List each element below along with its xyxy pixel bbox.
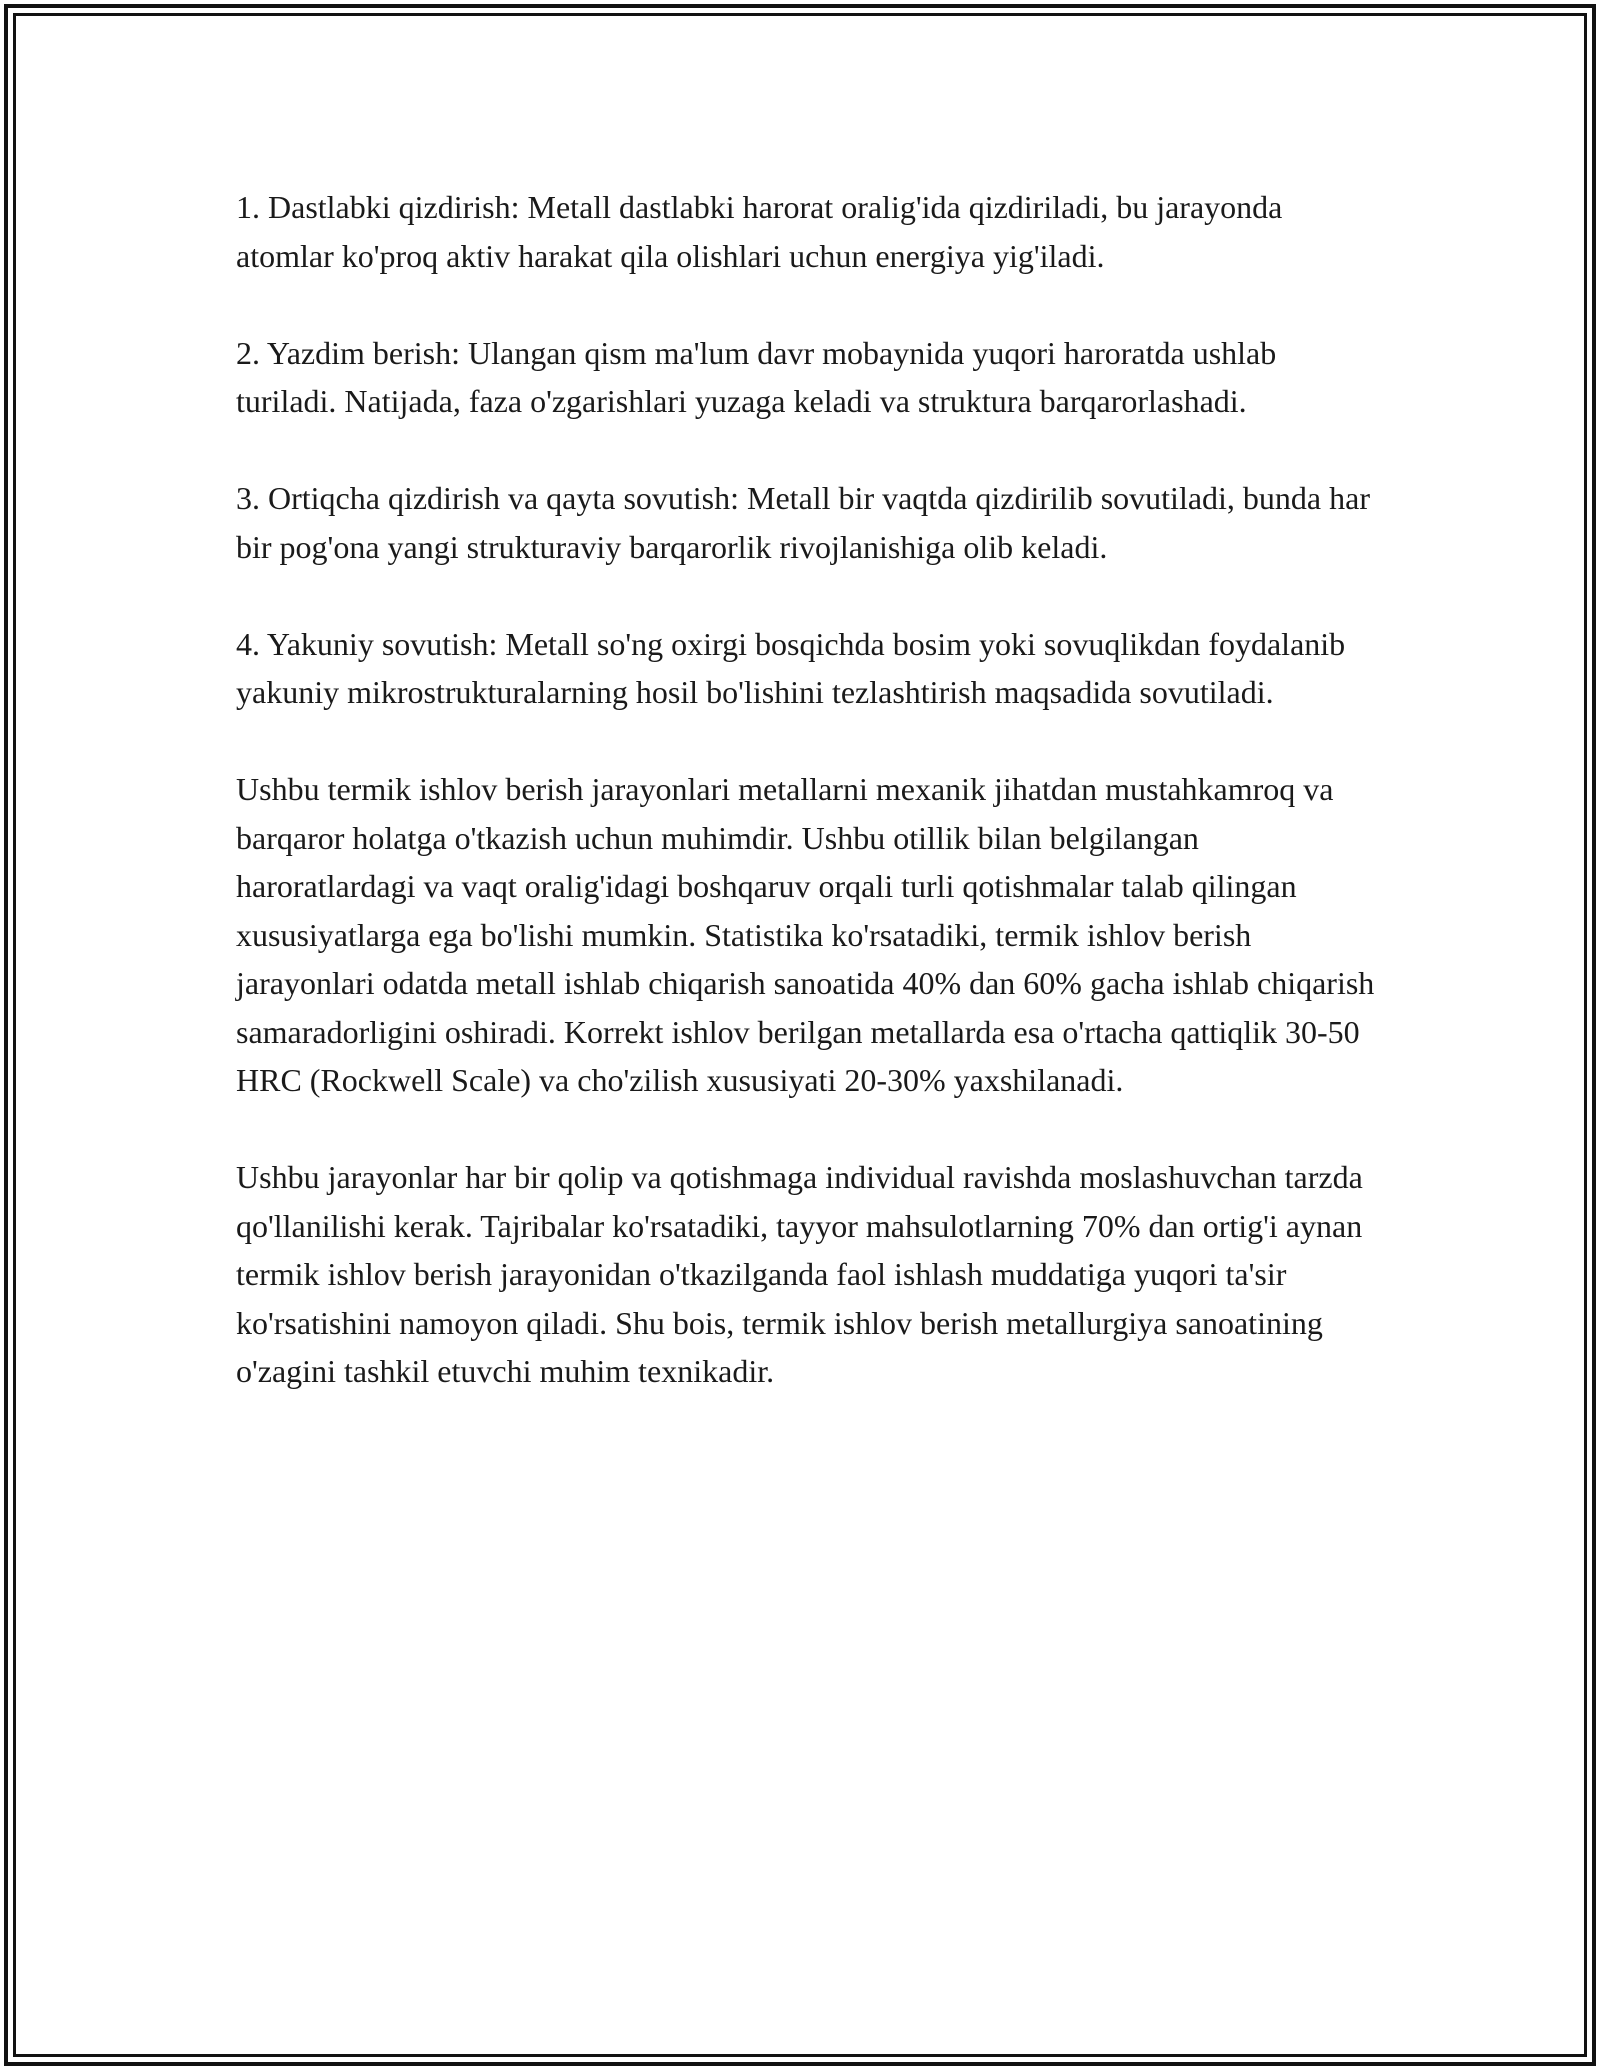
paragraph-step-2: 2. Yazdim berish: Ulangan qism ma'lum davr mobaynida yuqori haroratda ushlab turiladi. Natijada, faza o'zgarishlari yuzaga keladi va struktura barqarorlashadi. bbox=[236, 334, 1277, 419]
paragraph-step-3: 3. Ortiqcha qizdirish va qayta sovutish: Metall bir vaqtda qizdirilib sovutiladi, bunda har bir pog'ona yangi strukturaviy barqarorlik rivojlanishiga olib keladi. bbox=[236, 480, 1370, 565]
document-body bbox=[236, 183, 1376, 1444]
paragraph-step-1: 1. Dastlabki qizdirish: Metall dastlabki harorat oralig'ida qizdiriladi, bu jarayonda atomlar ko'proq aktiv harakat qila olishlari uchun energiya yig'iladi. bbox=[236, 189, 1283, 274]
paragraph-conclusion: Ushbu jarayonlar har bir qolip va qotishmaga individual ravishda moslashuvchan tarzda qo'llanilishi kerak. Tajribalar ko'rsatadiki, tayyor mahsulotlarning 70% dan ortig'i aynan termik ishlov berish jarayonidan o'tkazilganda faol ishlash muddatiga yuqori ta'sir ko'rsatishini namoyon qiladi. Shu bois, termik ishlov berish metallurgiya sanoatining o'zagini tashkil etuvchi muhim texnikadir. bbox=[236, 1159, 1363, 1389]
paragraph-summary: Ushbu termik ishlov berish jarayonlari metallarni mexanik jihatdan mustahkamroq va barqaror holatga o'tkazish uchun muhimdir. Ushbu otillik bilan belgilangan haroratlardagi va vaqt oralig'idagi boshqaruv orqali turli qotishmalar talab qilingan xususiyatlarga ega bo'lishi mumkin. Statistika ko'rsatadiki, termik ishlov berish jarayonlari odatda metall ishlab chiqarish sanoatida 40% dan 60% gacha ishlab chiqarish samaradorligini oshiradi. Korrekt ishlov berilgan metallarda esa o'rtacha qattiqlik 30-50 HRC (Rockwell Scale) va cho'zilish xususiyati 20-30% yaxshilanadi. bbox=[236, 771, 1375, 1098]
paragraph-step-4: 4. Yakuniy sovutish: Metall so'ng oxirgi bosqichda bosim yoki sovuqlikdan foydalanib yakuniy mikrostrukturalarning hosil bo'lishini tezlashtirish maqsadida sovutiladi. bbox=[236, 625, 1346, 710]
